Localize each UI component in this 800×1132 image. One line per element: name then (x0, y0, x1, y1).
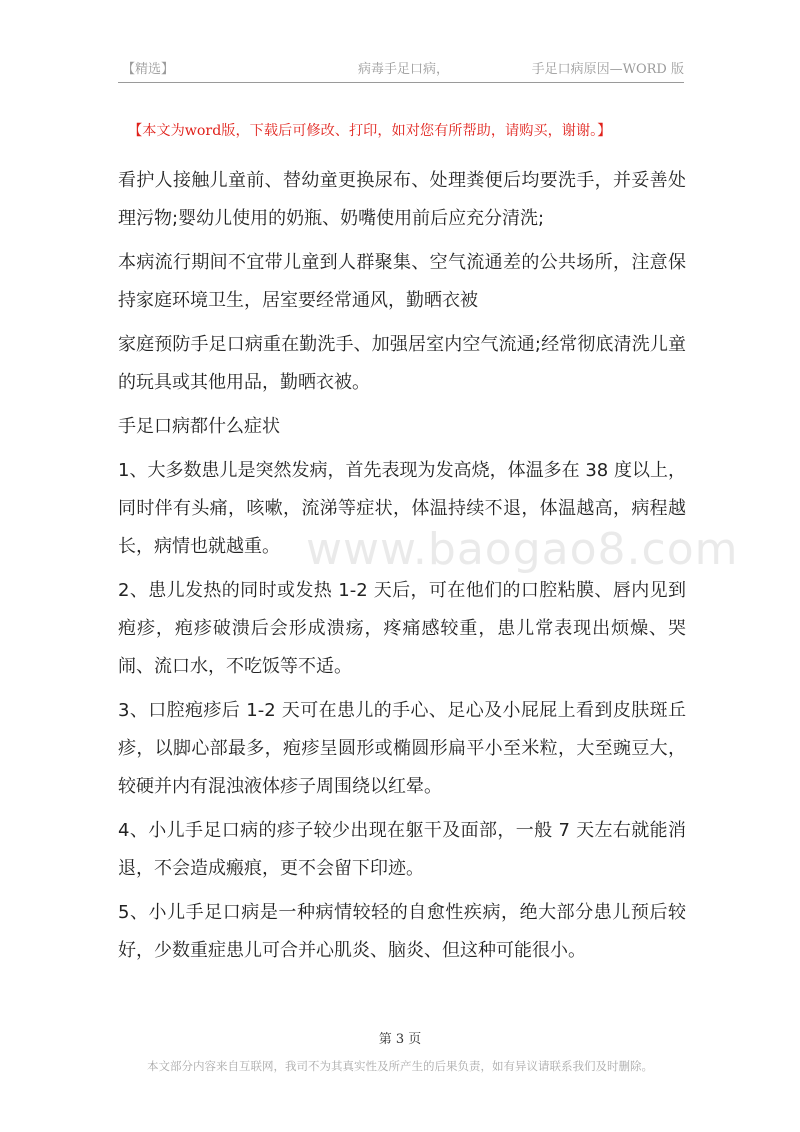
footer-disclaimer: 本文部分内容来自互联网，我司不为其真实性及所产生的后果负责，如有异议请联系我们及时删除。 (147, 1059, 653, 1073)
purchase-notice: 【本文为word版，下载后可修改、打印，如对您有所帮助，请购买，谢谢。】 (128, 123, 612, 139)
section-heading: 手足口病都什么症状 (118, 416, 280, 437)
header-tag: 【精选】 (122, 62, 175, 77)
list-item: 1、大多数患儿是突然发病，首先表现为发高烧，体温多在 38 度以上，同时伴有头痛，咳嗽，流涕等症状，体温持续不退，体温越高，病程越长，病情也就越重。 (118, 460, 686, 557)
list-item: 5、小儿手足口病是一种病情较轻的自愈性疾病，绝大部分患儿预后较好，少数重症患儿可合并心肌炎、脑炎、但这种可能很小。 (118, 902, 686, 961)
list-item: 4、小儿手足口病的疹子较少出现在躯干及面部，一般 7 天左右就能消退，不会造成瘢痕，更不会留下印迹。 (118, 820, 686, 879)
page-number: 第 3 页 (378, 1032, 422, 1047)
page-header (118, 54, 684, 83)
header-document-title: 手足口病原因—WORD 版 (531, 62, 684, 77)
paragraph: 看护人接触儿童前、替幼童更换尿布、处理粪便后均要洗手，并妥善处理污物;婴幼儿使用的奶瓶、奶嘴使用前后应充分清洗; (118, 170, 686, 229)
header-title: 病毒手足口病， (358, 62, 450, 77)
paragraph: 本病流行期间不宜带儿童到人群聚集、空气流通差的公共场所，注意保持家庭环境卫生，居室要经常通风，勤晒衣被 (118, 252, 686, 311)
paragraph: 家庭预防手足口病重在勤洗手、加强居室内空气流通;经常彻底清洗儿童的玩具或其他用品，勤晒衣被。 (118, 334, 686, 393)
document-body (118, 162, 686, 976)
watermark: www.baogao8.com (306, 524, 739, 575)
list-item: 2、患儿发热的同时或发热 1-2 天后，可在他们的口腔粘膜、唇内见到疱疹，疱疹破溃后会形成溃疡，疼痛感较重，患儿常表现出烦燥、哭闹、流口水，不吃饭等不适。 (118, 580, 686, 677)
list-item: 3、口腔疱疹后 1-2 天可在患儿的手心、足心及小屁屁上看到皮肤斑丘疹，以脚心部最多，疱疹呈圆形或椭圆形扁平小至米粒，大至豌豆大，较硬并内有混浊液体疹子周围绕以红晕。 (118, 700, 686, 797)
